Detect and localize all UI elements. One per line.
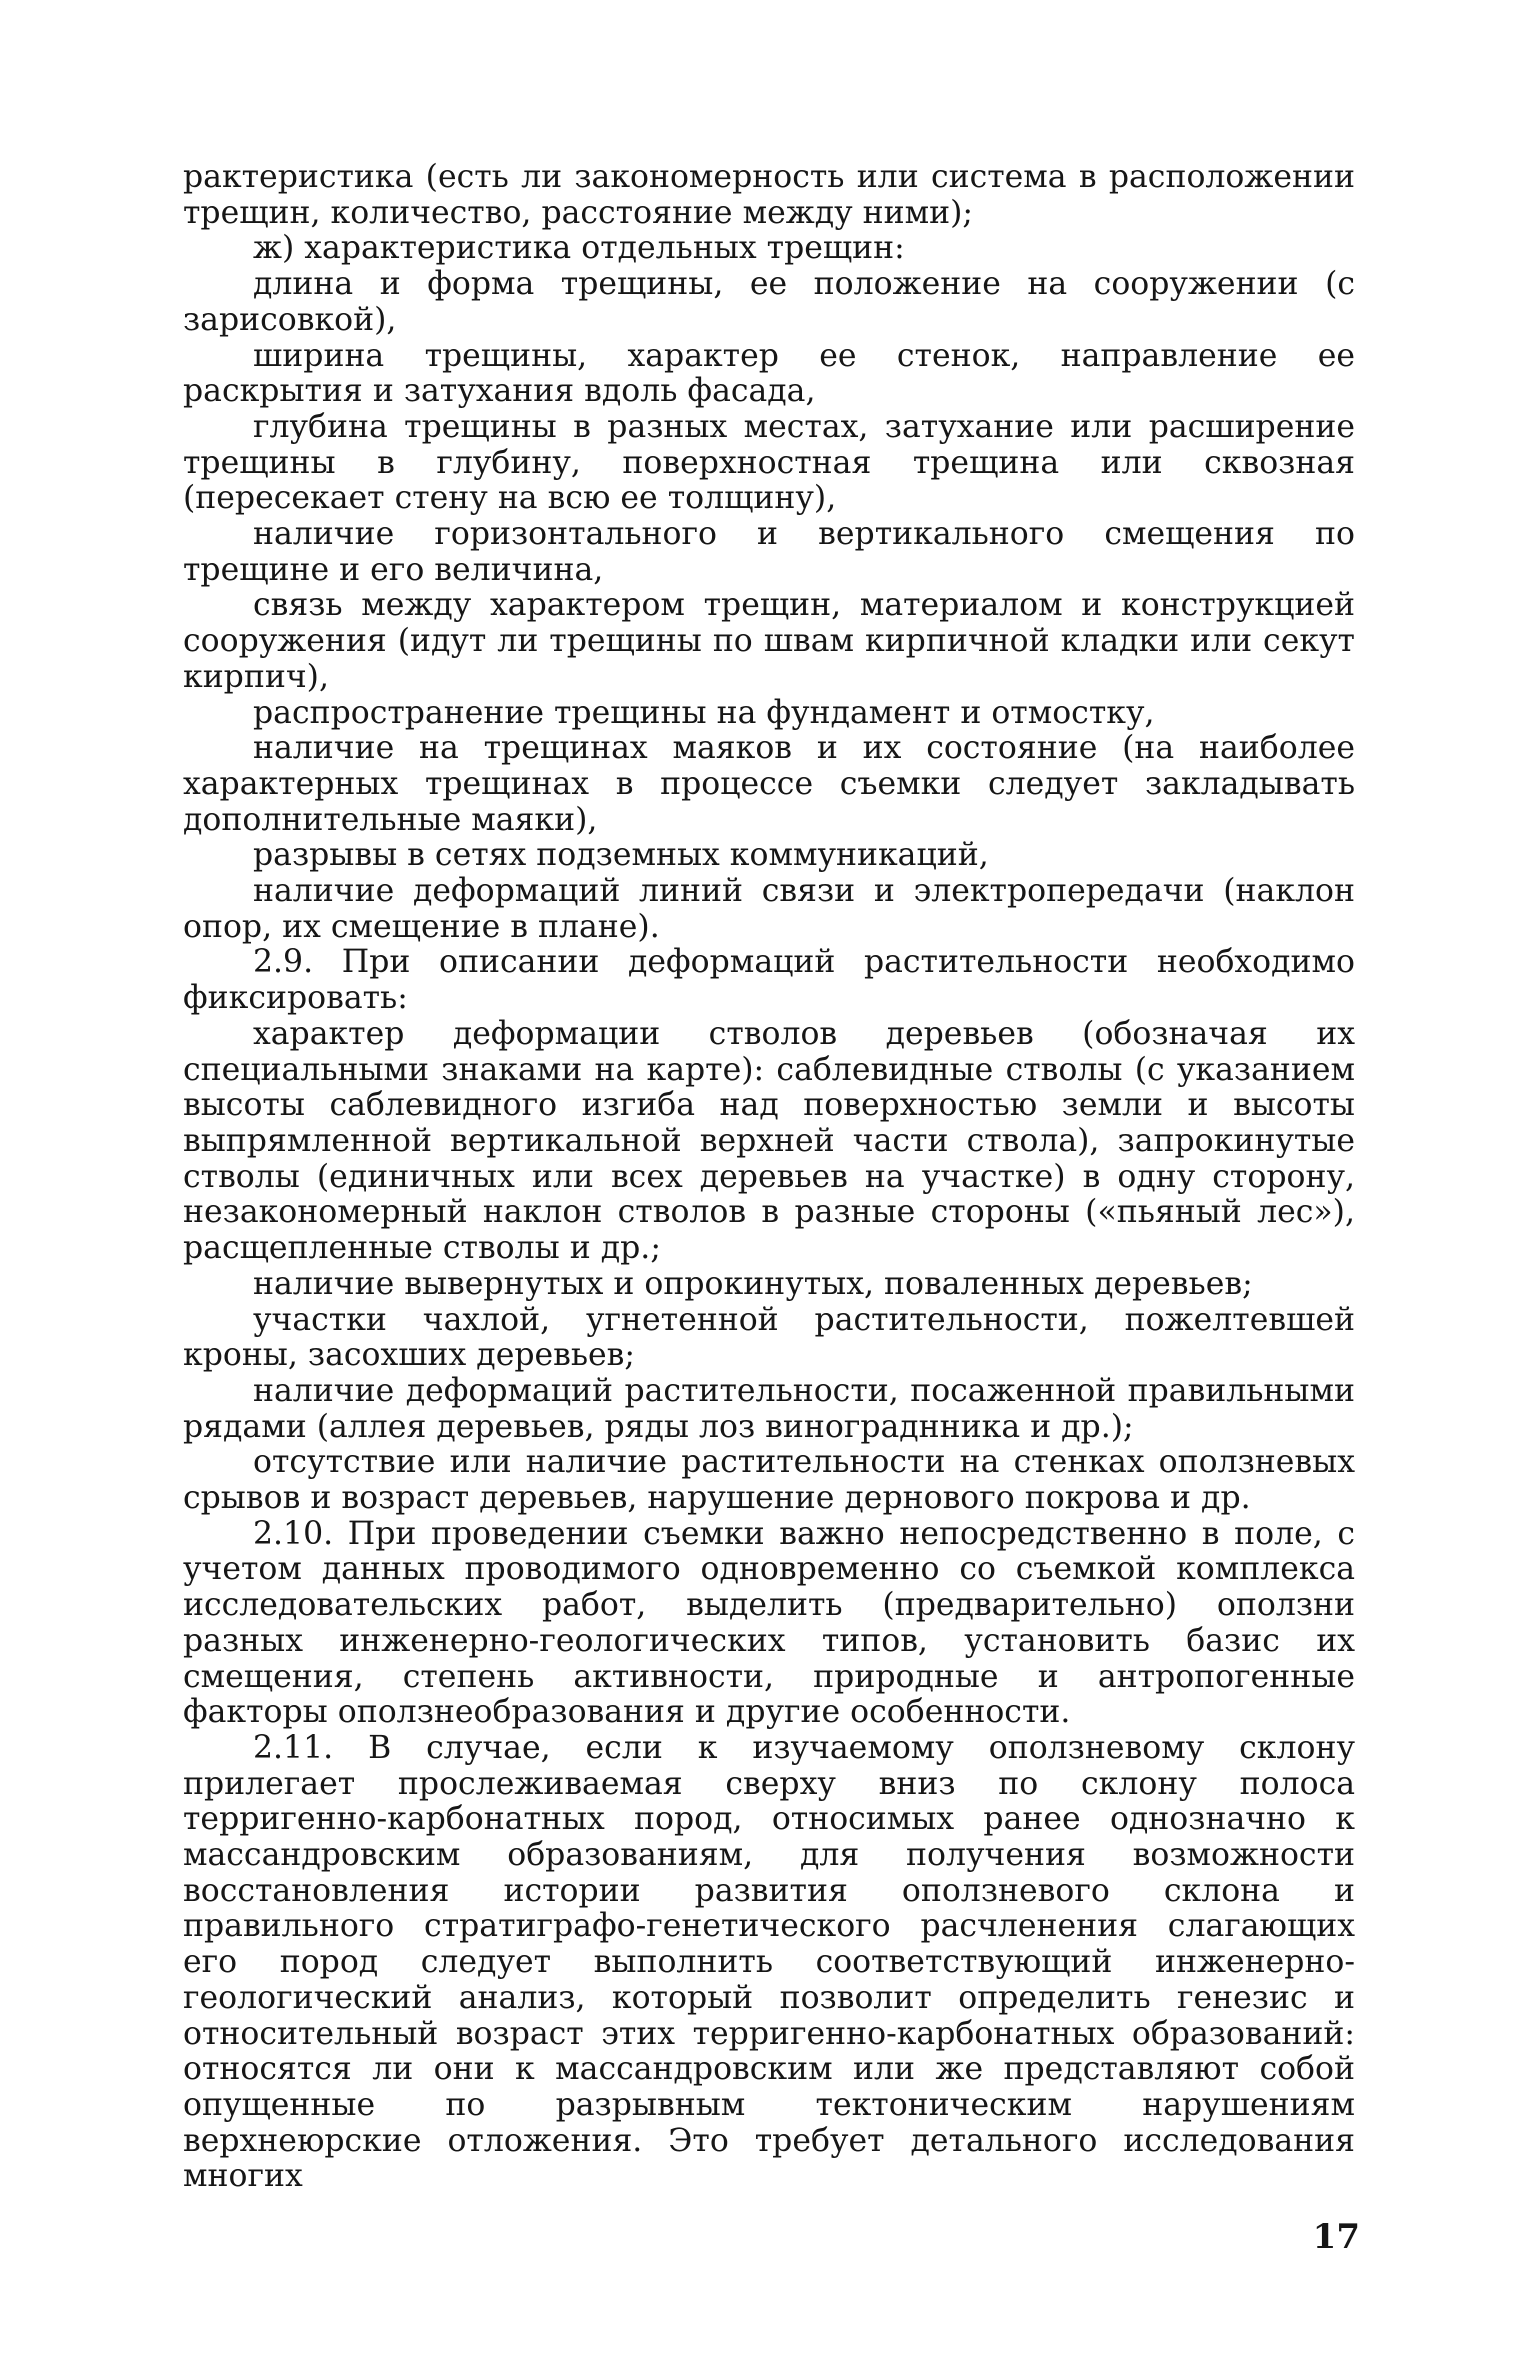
section-number: 2.9. [253, 944, 314, 981]
paragraph-4: ширина трещины, характер ее стенок, направление ее раскрытия и затухания вдоль фасада, [183, 337, 1355, 410]
paragraph-9: наличие на трещинах маяков и их состояние (на наиболее характерных трещинах в процессе съемки следует закладывать дополнительные маяки), [183, 730, 1355, 838]
paragraph-2: ж) характеристика отдельных трещин: [253, 230, 905, 267]
paragraph-1: рактеристика (есть ли закономерность или система в расположении трещин, количество, расстояние между ними); [183, 159, 1355, 231]
page-body [183, 160, 1355, 2195]
paragraph-5: глубина трещины в разных местах, затухание или расширение трещины в глубину, поверхностная трещина или сквозная (пересекает стену на всю ее толщину), [183, 408, 1355, 517]
paragraph-11: наличие деформаций линий связи и электропередачи (наклон опор, их смещение в плане). [183, 873, 1355, 945]
paragraph-7: связь между характером трещин, материалом и конструкцией сооружения (идут ли трещины по швам кирпичной кладки или секут кирпич), [183, 587, 1355, 695]
page-number: 17 [1312, 2217, 1360, 2257]
paragraph-14: наличие вывернутых и опрокинутых, поваленных деревьев; [253, 1265, 1253, 1302]
section-2-10: 2.10. При проведении съемки важно непосредственно в поле, с учетом данных проводимого одновременно со съемкой комплекса исследовательских работ, выделить (предварительно) оползни разных инженерно-геологических типов, установить базис их смещения, степень активности, природные и антропогенные факторы оползнеобразования и другие особенности. [183, 1515, 1356, 1731]
paragraph-15: участки чахлой, угнетенной растительности, пожелтевшей кроны, засохших деревьев; [183, 1301, 1355, 1374]
section-2-11: 2.11. В случае, если к изучаемому оползневому склону прилегает прослеживаемая сверху вниз по склону полоса терригенно-карбонатных пород, относимых ранее однозначно к массандровским образованиям, для получения возможности восстановления истории развития оползневого склона и правильного стратиграфо-генетического расчленения слагающих его пород следует выполнить соответствующий инженерно-геологический анализ, который позволит определить генезис и относительный возраст этих терригенно-карбонатных образований: относятся ли они к массандровским или же представляют собой опущенные по разрывным тектоническим нарушениям верхнеюрские отложения. Это требует детального исследования многих [183, 1729, 1355, 2195]
paragraph-16: наличие деформаций растительности, посаженной правильными рядами (аллея деревьев, ряды лоз винограднника и др.); [183, 1372, 1355, 1445]
paragraph-13: характер деформации стволов деревьев (обозначая их специальными знаками на карте): саблевидные стволы (с указанием высоты саблевидного изгиба над поверхностью земли и высоты выпрямленной вертикальной верхней части ствола), запрокинутые стволы (единичных или всех деревьев на участке) в одну сторону, незакономерный наклон стволов в разные стороны («пьяный лес»), расщепленные стволы и др.; [183, 1015, 1355, 1267]
section-number: 2.11. [253, 1729, 334, 1766]
paragraph-3: длина и форма трещины, ее положение на сооружении (с зарисовкой), [183, 266, 1355, 338]
section-2-9: 2.9. При описании деформаций растительности необходимо фиксировать: [183, 944, 1356, 1017]
section-number: 2.10. [253, 1515, 334, 1552]
paragraph-6: наличие горизонтального и вертикального смещения по трещине и его величина, [183, 516, 1355, 588]
paragraph-17: отсутствие или наличие растительности на стенках оползневых срывов и возраст деревьев, нарушение дернового покрова и др. [183, 1444, 1355, 1517]
paragraph-10: разрывы в сетях подземных коммуникаций, [253, 837, 989, 874]
paragraph-8: распространение трещины на фундамент и отмостку, [253, 694, 1155, 731]
